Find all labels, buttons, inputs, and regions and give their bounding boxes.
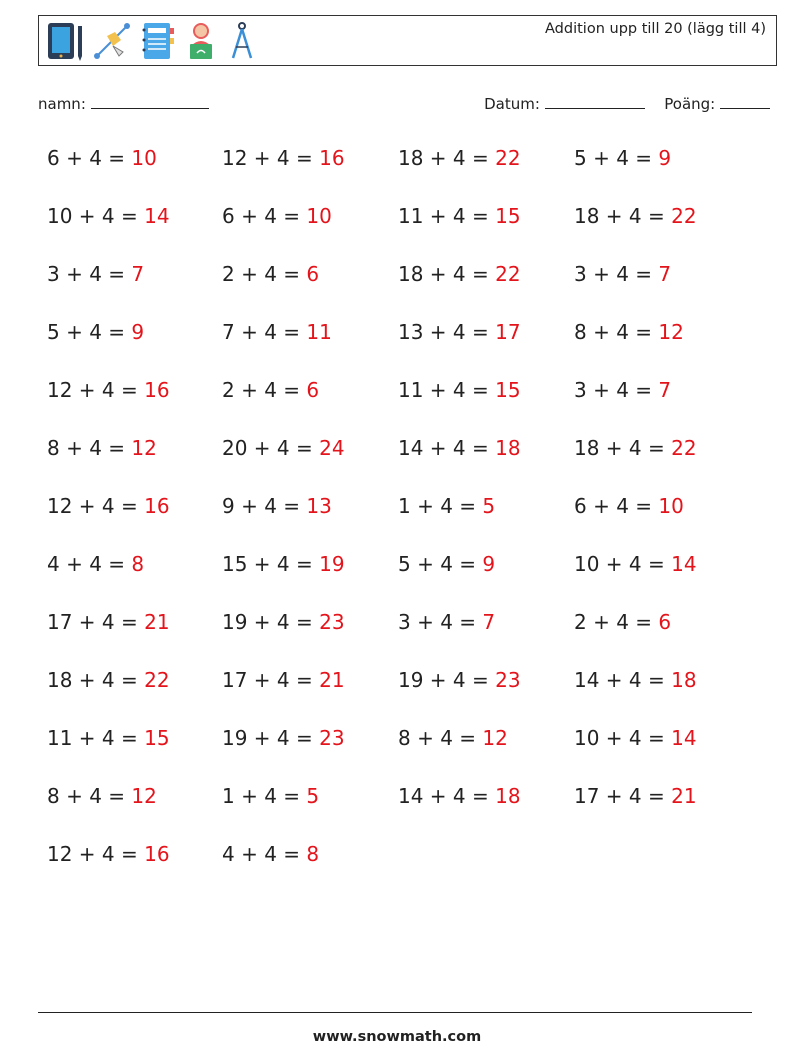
problem-answer: 7 bbox=[658, 378, 672, 402]
problem-question: 6 + 4 = bbox=[47, 146, 132, 170]
problem-answer: 17 bbox=[495, 320, 521, 344]
problem-answer: 21 bbox=[319, 668, 345, 692]
problem-answer: 15 bbox=[495, 378, 521, 402]
problem-answer: 16 bbox=[144, 378, 170, 402]
problem-item bbox=[222, 610, 345, 634]
problem-item bbox=[222, 204, 332, 228]
problem-answer: 23 bbox=[319, 610, 345, 634]
worksheet-title: Addition upp till 20 (lägg till 4) bbox=[545, 21, 766, 37]
problem-item bbox=[222, 378, 319, 402]
problem-question: 19 + 4 = bbox=[222, 726, 320, 750]
problem-answer: 22 bbox=[495, 146, 521, 170]
problem-question: 3 + 4 = bbox=[574, 262, 659, 286]
problem-answer: 12 bbox=[482, 726, 508, 750]
problem-question: 9 + 4 = bbox=[222, 494, 307, 518]
problem-question: 12 + 4 = bbox=[47, 842, 145, 866]
problem-question: 3 + 4 = bbox=[574, 378, 659, 402]
problem-answer: 16 bbox=[144, 842, 170, 866]
problem-question: 13 + 4 = bbox=[398, 320, 496, 344]
problem-item bbox=[574, 204, 697, 228]
notebook-icon bbox=[139, 20, 175, 62]
problem-answer: 23 bbox=[319, 726, 345, 750]
problem-question: 4 + 4 = bbox=[222, 842, 307, 866]
problem-answer: 9 bbox=[482, 552, 496, 576]
problem-item bbox=[47, 784, 157, 808]
problem-item bbox=[47, 726, 170, 750]
problem-item bbox=[222, 320, 332, 344]
name-label: namn: bbox=[38, 95, 86, 113]
problem-item bbox=[398, 668, 521, 692]
problem-item bbox=[222, 146, 345, 170]
problem-answer: 7 bbox=[658, 262, 672, 286]
problem-item bbox=[222, 262, 319, 286]
problem-question: 18 + 4 = bbox=[398, 262, 496, 286]
problem-question: 18 + 4 = bbox=[574, 436, 672, 460]
problem-question: 19 + 4 = bbox=[222, 610, 320, 634]
problem-answer: 8 bbox=[131, 552, 145, 576]
problem-question: 12 + 4 = bbox=[222, 146, 320, 170]
problem-item bbox=[47, 610, 170, 634]
problem-answer: 18 bbox=[495, 784, 521, 808]
problem-item bbox=[398, 726, 508, 750]
problem-question: 12 + 4 = bbox=[47, 378, 145, 402]
tablet-pen-icon bbox=[45, 20, 85, 62]
problem-question: 3 + 4 = bbox=[47, 262, 132, 286]
date-score-fields bbox=[484, 94, 770, 113]
problem-question: 12 + 4 = bbox=[47, 494, 145, 518]
problem-item bbox=[222, 842, 319, 866]
problem-item bbox=[574, 494, 684, 518]
problem-answer: 13 bbox=[306, 494, 332, 518]
problem-answer: 6 bbox=[658, 610, 672, 634]
problem-answer: 10 bbox=[306, 204, 332, 228]
problem-item bbox=[574, 146, 671, 170]
name-field bbox=[38, 94, 209, 113]
problem-item bbox=[574, 262, 671, 286]
problem-item bbox=[398, 610, 495, 634]
problem-question: 10 + 4 = bbox=[574, 726, 672, 750]
problem-item bbox=[574, 320, 684, 344]
problem-answer: 7 bbox=[482, 610, 496, 634]
problem-item bbox=[47, 146, 157, 170]
problem-question: 1 + 4 = bbox=[222, 784, 307, 808]
problem-item bbox=[47, 842, 170, 866]
student-laptop-icon bbox=[183, 20, 219, 62]
problem-item bbox=[574, 378, 671, 402]
problem-answer: 12 bbox=[131, 784, 157, 808]
problem-answer: 22 bbox=[671, 436, 697, 460]
problem-item bbox=[222, 436, 345, 460]
problem-question: 2 + 4 = bbox=[574, 610, 659, 634]
problem-answer: 10 bbox=[131, 146, 157, 170]
problem-question: 17 + 4 = bbox=[47, 610, 145, 634]
problem-item bbox=[574, 610, 671, 634]
problem-question: 11 + 4 = bbox=[398, 378, 496, 402]
problem-item bbox=[47, 320, 144, 344]
problem-question: 14 + 4 = bbox=[398, 784, 496, 808]
problem-answer: 18 bbox=[495, 436, 521, 460]
problem-answer: 16 bbox=[144, 494, 170, 518]
problem-question: 18 + 4 = bbox=[398, 146, 496, 170]
problem-question: 10 + 4 = bbox=[574, 552, 672, 576]
problem-answer: 21 bbox=[671, 784, 697, 808]
problem-item bbox=[398, 552, 495, 576]
problem-item bbox=[574, 436, 697, 460]
problem-item bbox=[47, 668, 170, 692]
problem-item bbox=[574, 552, 697, 576]
problem-answer: 14 bbox=[671, 552, 697, 576]
problem-question: 2 + 4 = bbox=[222, 262, 307, 286]
date-blank[interactable] bbox=[545, 94, 645, 109]
problem-question: 11 + 4 = bbox=[47, 726, 145, 750]
name-blank[interactable] bbox=[91, 94, 209, 109]
date-label: Datum: bbox=[484, 95, 540, 113]
problem-answer: 22 bbox=[495, 262, 521, 286]
problem-question: 18 + 4 = bbox=[47, 668, 145, 692]
problem-item bbox=[398, 262, 521, 286]
problem-item bbox=[574, 668, 697, 692]
worksheet-header bbox=[38, 15, 777, 66]
problem-question: 5 + 4 = bbox=[398, 552, 483, 576]
problem-answer: 10 bbox=[658, 494, 684, 518]
problem-question: 5 + 4 = bbox=[574, 146, 659, 170]
problem-question: 11 + 4 = bbox=[398, 204, 496, 228]
problem-question: 8 + 4 = bbox=[47, 436, 132, 460]
problem-item bbox=[47, 552, 144, 576]
problem-item bbox=[47, 262, 144, 286]
problem-question: 19 + 4 = bbox=[398, 668, 496, 692]
problem-item bbox=[574, 784, 697, 808]
footer-divider bbox=[38, 1012, 752, 1013]
problem-question: 3 + 4 = bbox=[398, 610, 483, 634]
problem-answer: 14 bbox=[671, 726, 697, 750]
problem-answer: 5 bbox=[482, 494, 496, 518]
problem-item bbox=[398, 204, 521, 228]
problem-question: 6 + 4 = bbox=[574, 494, 659, 518]
problem-question: 20 + 4 = bbox=[222, 436, 320, 460]
problem-item bbox=[222, 668, 345, 692]
problem-question: 7 + 4 = bbox=[222, 320, 307, 344]
problem-item bbox=[222, 784, 319, 808]
compass-icon bbox=[227, 20, 257, 62]
problem-answer: 5 bbox=[306, 784, 320, 808]
problem-item bbox=[574, 726, 697, 750]
problem-item bbox=[398, 784, 521, 808]
problem-answer: 22 bbox=[144, 668, 170, 692]
problem-answer: 12 bbox=[131, 436, 157, 460]
footer-url: www.snowmath.com bbox=[312, 1029, 482, 1045]
problem-question: 8 + 4 = bbox=[398, 726, 483, 750]
problem-question: 6 + 4 = bbox=[222, 204, 307, 228]
problem-answer: 24 bbox=[319, 436, 345, 460]
geometry-pencil-icon bbox=[93, 20, 131, 62]
score-blank[interactable] bbox=[720, 94, 770, 109]
problem-item bbox=[398, 494, 495, 518]
problem-question: 14 + 4 = bbox=[574, 668, 672, 692]
problem-question: 8 + 4 = bbox=[47, 784, 132, 808]
problem-item bbox=[398, 320, 521, 344]
problem-item bbox=[47, 436, 157, 460]
problem-item bbox=[398, 436, 521, 460]
problem-question: 14 + 4 = bbox=[398, 436, 496, 460]
problem-item bbox=[398, 378, 521, 402]
problem-question: 15 + 4 = bbox=[222, 552, 320, 576]
problem-item bbox=[47, 378, 170, 402]
problem-item bbox=[47, 494, 170, 518]
problem-answer: 18 bbox=[671, 668, 697, 692]
problem-question: 10 + 4 = bbox=[47, 204, 145, 228]
problem-answer: 9 bbox=[131, 320, 145, 344]
problem-question: 5 + 4 = bbox=[47, 320, 132, 344]
problem-answer: 16 bbox=[319, 146, 345, 170]
problem-answer: 15 bbox=[495, 204, 521, 228]
problem-answer: 9 bbox=[658, 146, 672, 170]
problem-answer: 23 bbox=[495, 668, 521, 692]
problem-item bbox=[222, 552, 345, 576]
problem-item bbox=[398, 146, 521, 170]
problem-answer: 6 bbox=[306, 378, 320, 402]
problem-question: 17 + 4 = bbox=[222, 668, 320, 692]
problem-answer: 6 bbox=[306, 262, 320, 286]
problem-answer: 8 bbox=[306, 842, 320, 866]
problem-question: 2 + 4 = bbox=[222, 378, 307, 402]
problem-answer: 15 bbox=[144, 726, 170, 750]
problem-question: 8 + 4 = bbox=[574, 320, 659, 344]
problem-question: 17 + 4 = bbox=[574, 784, 672, 808]
problem-answer: 7 bbox=[131, 262, 145, 286]
problem-item bbox=[222, 726, 345, 750]
problem-answer: 11 bbox=[306, 320, 332, 344]
problem-question: 4 + 4 = bbox=[47, 552, 132, 576]
header-icons bbox=[45, 19, 257, 63]
problem-answer: 21 bbox=[144, 610, 170, 634]
problem-question: 18 + 4 = bbox=[574, 204, 672, 228]
problem-question: 1 + 4 = bbox=[398, 494, 483, 518]
problem-item bbox=[47, 204, 170, 228]
score-label: Poäng: bbox=[664, 95, 716, 113]
problem-answer: 19 bbox=[319, 552, 345, 576]
problem-answer: 12 bbox=[658, 320, 684, 344]
problem-item bbox=[222, 494, 332, 518]
problem-answer: 22 bbox=[671, 204, 697, 228]
problem-answer: 14 bbox=[144, 204, 170, 228]
